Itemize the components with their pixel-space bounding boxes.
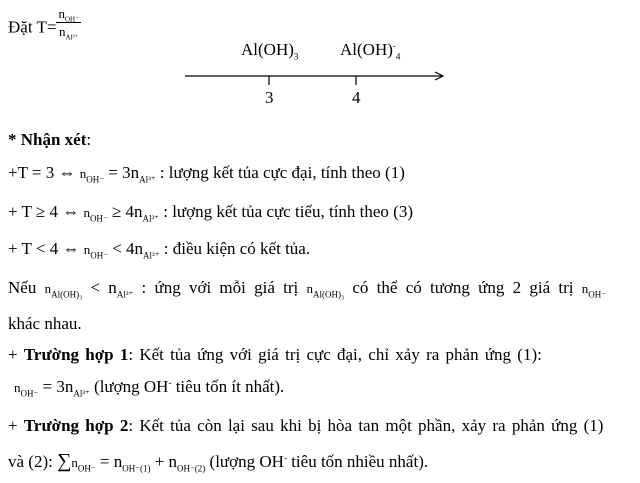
number-line	[185, 68, 450, 90]
number-line-label-right: $Al(OH)^-_4$	[340, 40, 401, 62]
remarks-heading: * Nhận xét:	[8, 130, 92, 149]
case-2-equation: và (2): $\sum n_{OH^-} = n_{OH^-(1)} + n_{OH^-(2)}$ (lượng OH- tiêu tốn nhiều nhất).	[8, 450, 429, 474]
condition-paragraph: Nếu $n_{Al(OH)_3} < n_{Al^{3+}}$ : ứng với mỗi giá trị $n_{Al(OH)_3}$ có thể có tương ứng 2 giá trị $n_{OH^-}$	[8, 278, 607, 300]
definition	[8, 6, 81, 45]
tick-label-3: 3	[265, 88, 274, 107]
remark-item-3: + T < 4 ⇔ $n_{OH^-} < 4n_{Al^{3+}}$ : điều kiện có kết tủa.	[8, 239, 311, 261]
definition-lead: Đặt	[8, 17, 33, 37]
definition-var: T=	[36, 17, 57, 37]
remark-item-2: + T ≥ 4 ⇔ $n_{OH^-} \ge 4n_{Al^{3+}}$ : lượng kết tủa cực tiểu, tính theo (3)	[8, 202, 414, 224]
case-2: + Trường hợp 2: Kết tủa còn lại sau khi bị hòa tan một phần, xảy ra phản ứng (1)	[8, 416, 604, 435]
number-line-label-left: $Al(OH)_3$	[241, 40, 299, 62]
ratio-fraction	[56, 6, 80, 42]
sum-icon: ∑	[57, 450, 72, 472]
tick-label-4: 4	[352, 88, 361, 107]
fraction-denominator: $n_{Al^{3+}}$	[58, 24, 79, 42]
remark-item-1: +T = 3 ⇔ $n_{OH^-} = 3n_{Al^{3+}}$ : lượng kết tủa cực đại, tính theo (1)	[8, 163, 405, 185]
case-1: + Trường hợp 1: Kết tủa ứng với giá trị cực đại, chỉ xảy ra phản ứng (1):	[8, 345, 542, 364]
case-1-equation: $n_{OH^-} = 3n_{Al^{3+}}$ (lượng OH- tiêu tốn ít nhất).	[14, 377, 285, 399]
fraction-numerator: $n_{OH^-}$	[58, 6, 79, 24]
condition-paragraph-line2: khác nhau.	[8, 314, 82, 333]
